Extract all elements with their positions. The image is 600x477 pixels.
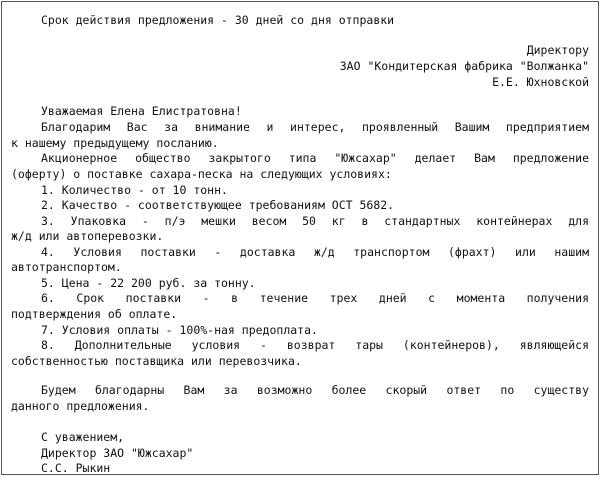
thanks-line-1: Благодарим Вас за внимание и интерес, проявленный Вашим предприятием bbox=[41, 120, 589, 134]
condition-price: 5. Цена - 22 200 руб. за тонну. bbox=[41, 276, 256, 290]
condition-payment: 7. Условия оплаты - 100%-ная предоплата. bbox=[41, 323, 318, 337]
signature-regards: С уважением, bbox=[41, 430, 125, 444]
addressee-company: ЗАО "Кондитерская фабрика "Волжанка" bbox=[339, 59, 589, 73]
condition-quantity: 1. Количество - от 10 тонн. bbox=[41, 183, 228, 197]
validity-note: Срок действия предложения - 30 дней со дня отправки bbox=[41, 13, 395, 27]
letter-document bbox=[1, 1, 599, 475]
condition-packaging-line-1: 3. Упаковка - п/э мешки весом 50 кг в стандартных контейнерах для bbox=[41, 214, 589, 228]
closing-line-2: данного предложения. bbox=[11, 399, 150, 413]
offer-intro-line-1: Акционерное общество закрытого типа "Южсахар" делает Вам предложение bbox=[41, 151, 589, 165]
closing-line-1: Будем благодарны Вам за возможно более скорый ответ по существу bbox=[41, 383, 589, 397]
addressee-name: Е.Е. Юхновской bbox=[492, 75, 589, 89]
condition-term-line-2: подтверждения об оплате. bbox=[11, 307, 178, 321]
thanks-line-2: к нашему предыдущему посланию. bbox=[11, 136, 219, 150]
condition-extra-line-1: 8. Дополнительные условия - возврат тары (контейнеров), являющейся bbox=[41, 338, 589, 352]
condition-quality: 2. Качество - соответствующее требованиям ОСТ 5682. bbox=[41, 198, 395, 212]
offer-intro-line-2: (оферту) о поставке сахара-песка на следующих условиях: bbox=[11, 167, 392, 181]
addressee-title: Директору bbox=[526, 43, 589, 57]
condition-extra-line-2: собственностью поставщика или перевозчика. bbox=[11, 354, 302, 368]
salutation: Уважаемая Елена Елистратовна! bbox=[41, 104, 242, 118]
condition-delivery-line-1: 4. Условия поставки - доставка ж/д транспортом (фрахт) или нашим bbox=[41, 245, 589, 259]
condition-delivery-line-2: автотранспортом. bbox=[11, 260, 122, 274]
condition-packaging-line-2: ж/д или автоперевозки. bbox=[11, 229, 164, 243]
signature-position: Директор ЗАО "Южсахар" bbox=[41, 446, 194, 460]
signature-name: С.С. Рыкин bbox=[41, 461, 111, 475]
condition-term-line-1: 6. Срок поставки - в течение трех дней с момента получения bbox=[41, 291, 589, 305]
